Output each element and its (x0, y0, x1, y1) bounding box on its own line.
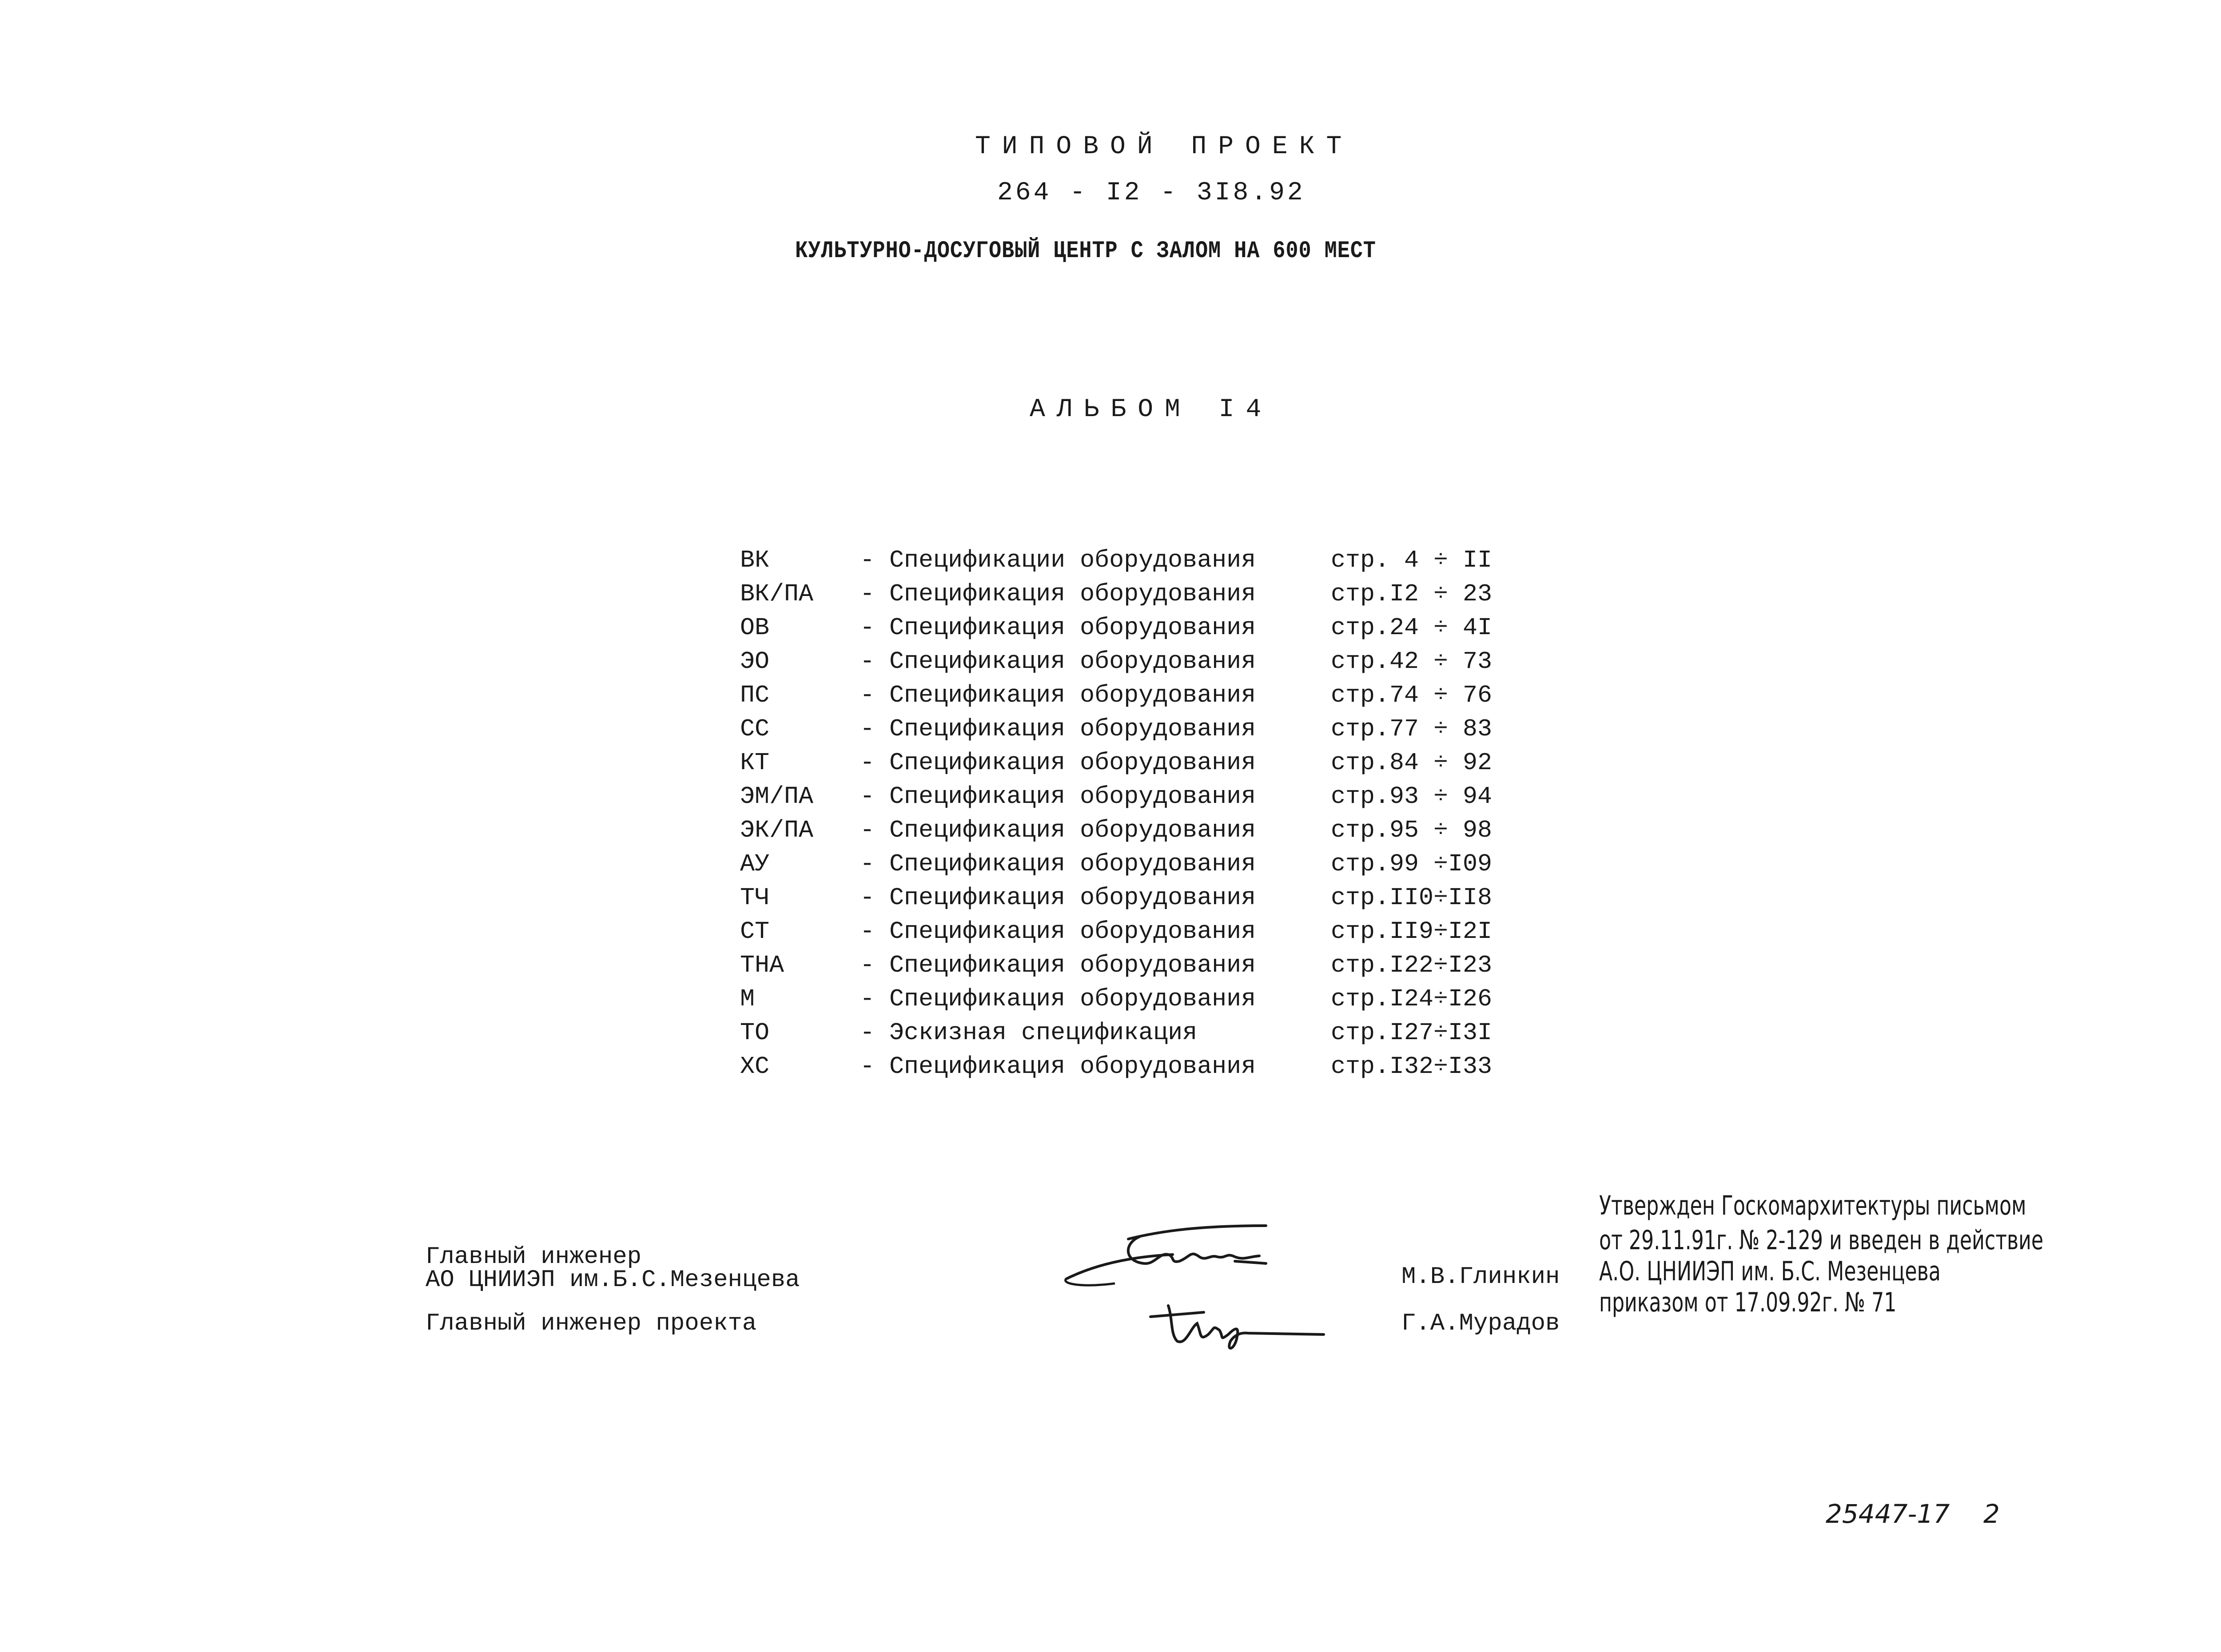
approval-line-2: от 29.11.91г. № 2-129 и введен в действие (1599, 1225, 2044, 1256)
section-pages: стр.I24÷I26 (1331, 985, 1493, 1013)
section-description: - Спецификация оборудования (860, 715, 1256, 743)
section-description: - Спецификация оборудования (860, 647, 1256, 675)
section-pages: стр.I27÷I3I (1331, 1019, 1493, 1047)
section-description: - Спецификация оборудования (860, 681, 1256, 709)
approval-line-1: Утвержден Госкомархитектуры письмом (1599, 1190, 2026, 1221)
section-description: - Эскизная спецификация (860, 1019, 1198, 1047)
project-engineer-name: Г.А.Мурадов (1401, 1310, 1560, 1337)
section-code: КТ (740, 749, 770, 777)
section-description: - Спецификация оборудования (860, 951, 1256, 979)
section-description: - Спецификация оборудования (860, 816, 1256, 844)
document-title: ТИПОВОЙ ПРОЕКТ (975, 132, 1353, 161)
section-pages: стр.77 ÷ 83 (1331, 715, 1493, 743)
section-code: ВК (740, 546, 770, 574)
project-engineer-title: Главный инженер проекта (426, 1310, 757, 1337)
approval-line-4: приказом от 17.09.92г. № 71 (1599, 1287, 1897, 1318)
section-description: - Спецификация оборудования (860, 1052, 1256, 1080)
section-pages: стр.24 ÷ 4I (1331, 614, 1493, 642)
section-pages: стр. 4 ÷ II (1331, 546, 1493, 574)
section-code: ВК/ПА (740, 580, 814, 608)
project-name: КУЛЬТУРНО-ДОСУГОВЫЙ ЦЕНТР С ЗАЛОМ НА 600 МЕСТ (795, 238, 1376, 265)
section-code: СТ (740, 917, 770, 945)
section-code: АУ (740, 850, 770, 878)
section-description: - Спецификация оборудования (860, 580, 1256, 608)
section-description: - Спецификация оборудования (860, 850, 1256, 878)
section-pages: стр.84 ÷ 92 (1331, 749, 1493, 777)
section-pages: стр.95 ÷ 98 (1331, 816, 1493, 844)
document-number: 25447-17 (1826, 1499, 1950, 1529)
project-code: 264 - I2 - 3I8.92 (997, 179, 1306, 207)
section-pages: стр.II0÷II8 (1331, 884, 1493, 912)
section-code: М (740, 985, 755, 1013)
chief-engineer-title: Главный инженер (426, 1243, 642, 1271)
section-description: - Спецификация оборудования (860, 782, 1256, 810)
section-description: - Спецификация оборудования (860, 749, 1256, 777)
section-description: - Спецификация оборудования (860, 917, 1256, 945)
section-description: - Спецификация оборудования (860, 614, 1256, 642)
section-code: ЭО (740, 647, 770, 675)
section-code: ТНА (740, 951, 784, 979)
chief-engineer-org: АО ЦНИИЭП им.Б.С.Мезенцева (426, 1267, 800, 1294)
chief-engineer-signature (1057, 1212, 1306, 1288)
chief-engineer-name: М.В.Глинкин (1401, 1263, 1560, 1291)
section-pages: стр.I32÷I33 (1331, 1052, 1493, 1080)
section-code: ЭК/ПА (740, 816, 814, 844)
section-code: ЭМ/ПА (740, 782, 814, 810)
section-pages: стр.I2 ÷ 23 (1331, 580, 1493, 608)
section-description: - Спецификация оборудования (860, 985, 1256, 1013)
section-code: ТЧ (740, 884, 770, 912)
section-description: - Спецификации оборудования (860, 546, 1256, 574)
section-code: ОВ (740, 614, 770, 642)
section-description: - Спецификация оборудования (860, 884, 1256, 912)
section-pages: стр.74 ÷ 76 (1331, 681, 1493, 709)
section-pages: стр.II9÷I2I (1331, 917, 1493, 945)
section-code: СС (740, 715, 770, 743)
album-title: АЛЬБОМ I4 (1030, 395, 1273, 424)
section-code: ПС (740, 681, 770, 709)
approval-line-3: А.О. ЦНИИЭП им. Б.С. Мезенцева (1599, 1256, 1941, 1287)
section-pages: стр.93 ÷ 94 (1331, 782, 1493, 810)
section-pages: стр.99 ÷I09 (1331, 850, 1493, 878)
section-code: ХС (740, 1052, 770, 1080)
section-code: ТО (740, 1019, 770, 1047)
project-engineer-signature (1146, 1292, 1333, 1354)
page-number: 2 (1983, 1499, 2000, 1529)
section-pages: стр.42 ÷ 73 (1331, 647, 1493, 675)
section-pages: стр.I22÷I23 (1331, 951, 1493, 979)
